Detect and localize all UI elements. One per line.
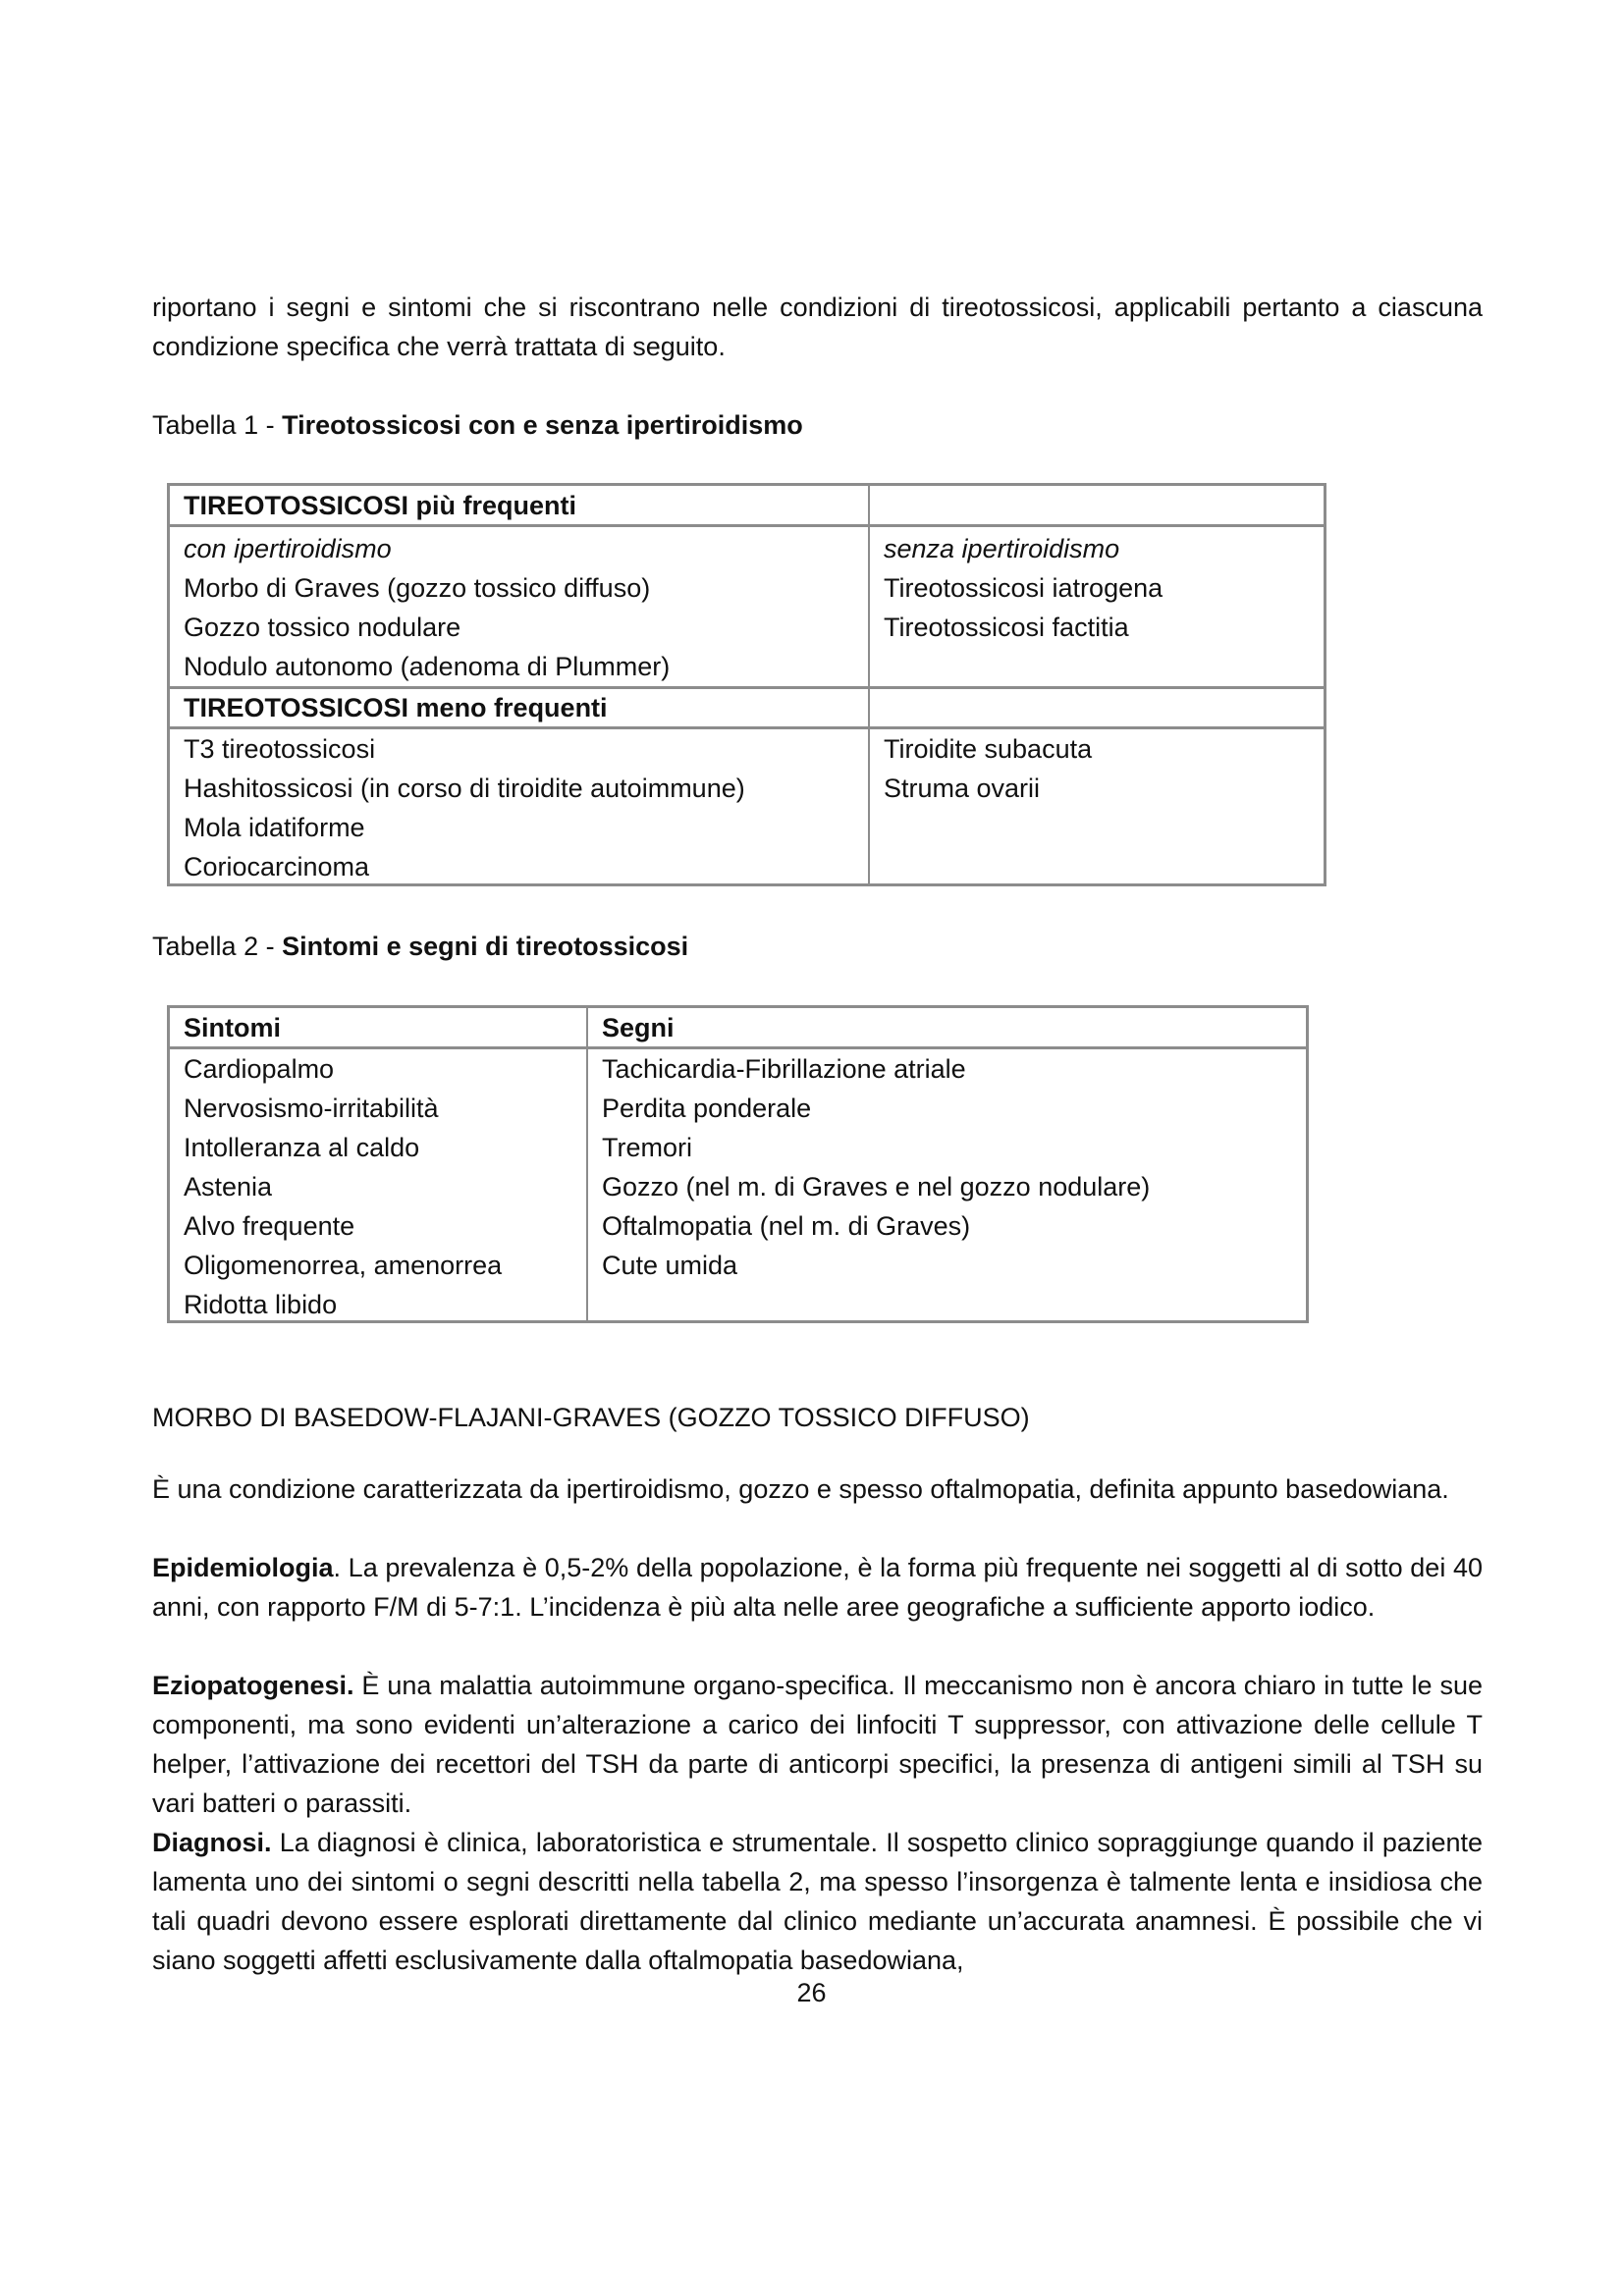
table-item: Coriocarcinoma (184, 852, 370, 881)
table-item: Gozzo (nel m. di Graves e nel gozzo nodulare) (602, 1172, 1151, 1201)
table1-section1-header (170, 486, 868, 525)
header-sintomi-text: Sintomi (184, 1013, 281, 1042)
intro-paragraph: riportano i segni e sintomi che si riscontrano nelle condizioni di tireotossicosi, applicabili pertanto a ciascuna condizione specifica che verrà trattata di seguito. (152, 293, 1483, 361)
table-item: Oftalmopatia (nel m. di Graves) (602, 1211, 971, 1241)
table2-header-sintomi (170, 1008, 586, 1047)
table-item: Tireotossicosi iatrogena (884, 573, 1163, 603)
table1-caption-title: Tireotossicosi con e senza ipertiroidismo (282, 410, 803, 440)
paragraph-epidemiologia (152, 1548, 1483, 1627)
label-epidemiologia: Epidemiologia (152, 1553, 334, 1582)
subheader-senza-ipertiroidismo: senza ipertiroidismo (884, 534, 1120, 563)
table-item: Tremori (602, 1133, 692, 1162)
text-eziopatogenesi: È una malattia autoimmune organo-specifica. Il meccanismo non è ancora chiaro in tutte le sue componenti, ma sono evidenti un’alterazione a carico dei linfociti T suppressor, con attivazione delle cellule T helper, l’attivazione dei recettori del TSH da parte di anticorpi specifici, la presenza di antigeni simili al TSH su vari batteri o parassiti. (152, 1671, 1483, 1818)
table1-section1-right (870, 529, 1322, 647)
section1-header-text: TIREOTOSSICOSI più frequenti (184, 491, 577, 520)
table-item: Gozzo tossico nodulare (184, 613, 461, 642)
table-item: Tireotossicosi factitia (884, 613, 1129, 642)
table-item: Struma ovarii (884, 774, 1041, 803)
table-item: T3 tireotossicosi (184, 734, 376, 764)
table-item: Intolleranza al caldo (184, 1133, 420, 1162)
page-number: 26 (796, 1978, 827, 2007)
table-item: Mola idatiforme (184, 813, 365, 842)
table-item: Cardiopalmo (184, 1054, 335, 1084)
table2 (167, 1005, 1309, 1323)
table-item: Nodulo autonomo (adenoma di Plummer) (184, 652, 671, 681)
table1-section2-header (170, 688, 868, 727)
table2-caption (152, 927, 688, 966)
table-item: Oligomenorrea, amenorrea (184, 1251, 503, 1280)
table2-header-segni (588, 1008, 1305, 1047)
table1-caption (152, 405, 803, 445)
table-item: Hashitossicosi (in corso di tiroidite autoimmune) (184, 774, 745, 803)
text-epidemiologia: . La prevalenza è 0,5-2% della popolazione, è la forma più frequente nei soggetti al di sotto dei 40 anni, con rapporto F/M di 5-7:1. L’incidenza è più alta nelle aree geografiche a sufficiente apporto iodico. (152, 1553, 1483, 1622)
section2-header-text: TIREOTOSSICOSI meno frequenti (184, 693, 608, 722)
table1-section2-left (170, 729, 868, 886)
table2-caption-prefix: Tabella 2 - (152, 932, 283, 961)
section-heading: MORBO DI BASEDOW-FLAJANI-GRAVES (GOZZO TOSSICO DIFFUSO) (152, 1403, 1030, 1432)
table-item: Morbo di Graves (gozzo tossico diffuso) (184, 573, 651, 603)
table-item: Nervosismo-irritabilità (184, 1094, 439, 1123)
table-item: Tiroidite subacuta (884, 734, 1093, 764)
paragraph-diagnosi (152, 1823, 1483, 1980)
table-item: Alvo frequente (184, 1211, 355, 1241)
table-item: Ridotta libido (184, 1290, 338, 1319)
subheader-con-ipertiroidismo: con ipertiroidismo (184, 534, 392, 563)
table-item: Cute umida (602, 1251, 738, 1280)
header-segni-text: Segni (602, 1013, 675, 1042)
text-diagnosi: La diagnosi è clinica, laboratoristica e strumentale. Il sospetto clinico sopraggiunge quando il paziente lamenta uno dei sintomi o segni descritti nella tabella 2, ma spesso l’insorgenza è talmente lenta e insidiosa che tali quadri devono essere esplorati direttamente dal clinico mediante un’accurata anamnesi. È possibile che vi siano soggetti affetti esclusivamente dalla oftalmopatia basedowiana, (152, 1828, 1483, 1975)
table-item: Astenia (184, 1172, 273, 1201)
label-eziopatogenesi: Eziopatogenesi. (152, 1671, 354, 1700)
table1 (167, 483, 1326, 886)
table-item: Perdita ponderale (602, 1094, 812, 1123)
table-item: Tachicardia-Fibrillazione atriale (602, 1054, 966, 1084)
label-diagnosi: Diagnosi. (152, 1828, 272, 1857)
table2-segni-column (588, 1049, 1305, 1285)
table2-caption-title: Sintomi e segni di tireotossicosi (282, 932, 689, 961)
section-intro-paragraph: È una condizione caratterizzata da ipertiroidismo, gozzo e spesso oftalmopatia, definita appunto basedowiana. (152, 1474, 1449, 1504)
table1-section2-right (870, 729, 1322, 808)
table1-section1-left (170, 529, 868, 686)
table2-sintomi-column (170, 1049, 586, 1324)
table1-caption-prefix: Tabella 1 - (152, 410, 283, 440)
paragraph-eziopatogenesi (152, 1666, 1483, 1823)
